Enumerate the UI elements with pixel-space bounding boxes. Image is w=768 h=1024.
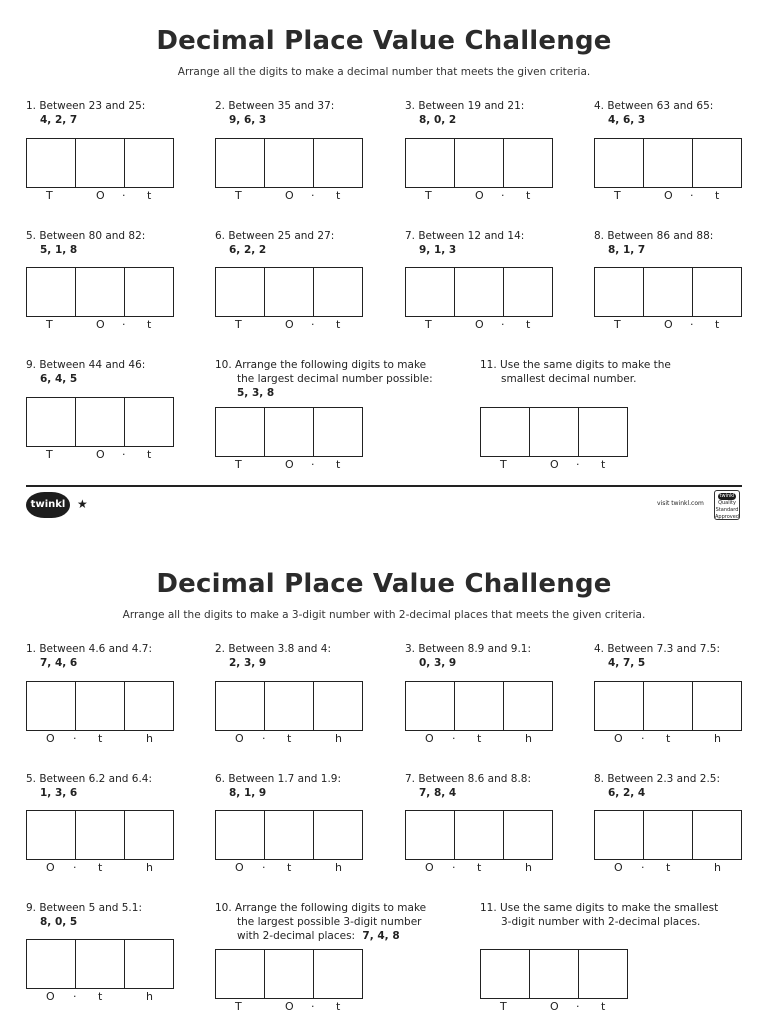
question-10 [215, 901, 426, 943]
question-7 [405, 229, 524, 257]
label-point: · [690, 189, 694, 202]
answer-box[interactable] [529, 407, 579, 457]
question-digits: 8, 1, 9 [229, 787, 267, 799]
answer-box[interactable] [215, 949, 265, 999]
answer-box[interactable] [594, 138, 644, 188]
answer-box[interactable] [313, 949, 363, 999]
label-point: · [452, 861, 456, 874]
question-4 [594, 642, 720, 670]
question-9 [26, 901, 142, 929]
label-tens: T [425, 189, 432, 202]
answer-box[interactable] [503, 810, 553, 860]
label-tenths: t [601, 458, 606, 471]
question-prompt: 10. Arrange the following digits to make [215, 359, 427, 371]
label-hundredths: h [714, 732, 721, 745]
label-tenths: t [715, 318, 720, 331]
answer-box[interactable] [454, 681, 504, 731]
quality-badge-icon [714, 490, 740, 520]
question-digits: 2, 3, 9 [229, 657, 267, 669]
label-tenths: t [147, 448, 152, 461]
answer-box[interactable] [215, 810, 265, 860]
answer-boxes[interactable] [26, 939, 173, 989]
question-prompt: 10. Arrange the following digits to make [215, 902, 427, 914]
answer-box[interactable] [215, 138, 265, 188]
question-digits: 7, 4, 6 [40, 657, 78, 669]
label-tenths: t [336, 189, 341, 202]
label-point: · [262, 732, 266, 745]
label-hundredths: h [146, 990, 153, 1003]
label-tenths: t [526, 318, 531, 331]
star-icon: ★ [77, 497, 88, 511]
label-ones: O [46, 732, 55, 745]
answer-box[interactable] [405, 138, 455, 188]
question-8 [594, 772, 720, 800]
answer-box[interactable] [313, 267, 363, 317]
label-point: · [122, 448, 126, 461]
label-tens: T [235, 1000, 242, 1013]
answer-boxes[interactable] [594, 267, 741, 317]
question-3 [405, 99, 524, 127]
label-tenths: t [98, 990, 103, 1003]
answer-box[interactable] [215, 407, 265, 457]
label-tens: T [235, 189, 242, 202]
label-ones: O [664, 318, 673, 331]
question-3 [405, 642, 531, 670]
label-hundredths: h [525, 861, 532, 874]
question-2 [215, 99, 334, 127]
label-ones: O [46, 861, 55, 874]
question-prompt: 4. Between 7.3 and 7.5: [594, 643, 720, 655]
question-6 [215, 772, 341, 800]
label-hundredths: h [146, 732, 153, 745]
label-point: · [501, 189, 505, 202]
label-tenths: t [715, 189, 720, 202]
answer-boxes[interactable] [26, 810, 173, 860]
label-ones: O [550, 458, 559, 471]
question-digits: 7, 4, 8 [362, 930, 400, 942]
question-digits: 5, 3, 8 [237, 387, 275, 399]
answer-box[interactable] [480, 949, 530, 999]
label-ones: O [614, 732, 623, 745]
footer-divider [26, 485, 742, 487]
question-prompt: the largest possible 3-digit number [237, 916, 422, 928]
question-2 [215, 642, 331, 670]
label-tenths: t [287, 732, 292, 745]
question-prompt: 6. Between 1.7 and 1.9: [215, 773, 341, 785]
label-tens: T [425, 318, 432, 331]
question-prompt: the largest decimal number possible: [237, 373, 433, 385]
label-tenths: t [526, 189, 531, 202]
label-ones: O [96, 448, 105, 461]
question-11 [480, 358, 671, 386]
label-ones: O [96, 318, 105, 331]
answer-boxes[interactable] [594, 810, 741, 860]
label-ones: O [96, 189, 105, 202]
answer-boxes[interactable] [215, 810, 362, 860]
label-point: · [122, 318, 126, 331]
answer-box[interactable] [75, 939, 125, 989]
worksheet-2 [0, 545, 768, 1024]
answer-box[interactable] [692, 810, 742, 860]
answer-box[interactable] [503, 681, 553, 731]
question-digits: 9, 6, 3 [229, 114, 267, 126]
label-point: · [311, 1000, 315, 1013]
footer-url: visit twinkl.com [657, 500, 704, 507]
answer-box[interactable] [26, 810, 76, 860]
answer-box[interactable] [75, 681, 125, 731]
label-point: · [73, 861, 77, 874]
question-digits: 4, 2, 7 [40, 114, 78, 126]
answer-box[interactable] [26, 267, 76, 317]
twinkl-logo: twinkl [26, 492, 70, 518]
answer-box[interactable] [124, 397, 174, 447]
answer-box[interactable] [75, 138, 125, 188]
answer-boxes[interactable] [215, 138, 362, 188]
question-prompt: 2. Between 35 and 37: [215, 100, 335, 112]
answer-box[interactable] [313, 681, 363, 731]
answer-box[interactable] [503, 267, 553, 317]
answer-box[interactable] [529, 949, 579, 999]
label-ones: O [664, 189, 673, 202]
answer-box[interactable] [124, 267, 174, 317]
label-tens: T [46, 189, 53, 202]
answer-box[interactable] [75, 397, 125, 447]
answer-box[interactable] [405, 267, 455, 317]
question-digits: 6, 4, 5 [40, 373, 78, 385]
label-ones: O [235, 732, 244, 745]
label-tenths: t [336, 458, 341, 471]
question-digits: 8, 0, 5 [40, 916, 78, 928]
label-ones: O [425, 861, 434, 874]
question-digits: 7, 8, 4 [419, 787, 457, 799]
answer-box[interactable] [26, 939, 76, 989]
question-prompt: smallest decimal number. [501, 373, 637, 385]
answer-boxes[interactable] [215, 681, 362, 731]
question-digits: 9, 1, 3 [419, 244, 457, 256]
answer-box[interactable] [454, 267, 504, 317]
question-digits: 6, 2, 2 [229, 244, 267, 256]
question-prompt: 9. Between 44 and 46: [26, 359, 146, 371]
label-tenths: t [477, 732, 482, 745]
label-point: · [641, 861, 645, 874]
answer-box[interactable] [594, 267, 644, 317]
question-digits: 4, 6, 3 [608, 114, 646, 126]
answer-boxes[interactable] [215, 949, 362, 999]
label-hundredths: h [146, 861, 153, 874]
question-prompt: 6. Between 25 and 27: [215, 230, 335, 242]
question-prompt: 3-digit number with 2-decimal places. [501, 916, 701, 928]
label-tenths: t [477, 861, 482, 874]
answer-box[interactable] [594, 681, 644, 731]
answer-boxes[interactable] [26, 681, 173, 731]
label-hundredths: h [335, 732, 342, 745]
answer-boxes[interactable] [26, 138, 173, 188]
answer-box[interactable] [578, 407, 628, 457]
answer-boxes[interactable] [594, 138, 741, 188]
answer-boxes[interactable] [405, 267, 552, 317]
label-tens: T [614, 189, 621, 202]
page-title: Decimal Place Value Challenge [156, 26, 612, 56]
question-digits: 5, 1, 8 [40, 244, 78, 256]
label-point: · [641, 732, 645, 745]
answer-box[interactable] [264, 267, 314, 317]
label-tenths: t [336, 318, 341, 331]
answer-boxes[interactable] [215, 267, 362, 317]
label-tenths: t [287, 861, 292, 874]
label-ones: O [285, 458, 294, 471]
answer-boxes[interactable] [405, 681, 552, 731]
question-1 [26, 99, 145, 127]
question-8 [594, 229, 713, 257]
answer-box[interactable] [405, 810, 455, 860]
label-hundredths: h [335, 861, 342, 874]
question-prompt: 7. Between 12 and 14: [405, 230, 525, 242]
question-prompt: 5. Between 6.2 and 6.4: [26, 773, 152, 785]
question-10 [215, 358, 433, 400]
label-point: · [452, 732, 456, 745]
answer-boxes[interactable] [26, 397, 173, 447]
question-digits: 0, 3, 9 [419, 657, 457, 669]
label-tenths: t [147, 318, 152, 331]
question-prompt: 11. Use the same digits to make the smallest [480, 902, 719, 914]
label-hundredths: h [525, 732, 532, 745]
answer-box[interactable] [480, 407, 530, 457]
label-point: · [690, 318, 694, 331]
answer-box[interactable] [313, 810, 363, 860]
question-digits: 6, 2, 4 [608, 787, 646, 799]
label-ones: O [235, 861, 244, 874]
label-tens: T [235, 458, 242, 471]
answer-box[interactable] [215, 267, 265, 317]
label-tenths: t [666, 861, 671, 874]
answer-box[interactable] [124, 681, 174, 731]
question-prompt: 1. Between 4.6 and 4.7: [26, 643, 152, 655]
label-point: · [73, 990, 77, 1003]
question-6 [215, 229, 334, 257]
label-point: · [262, 861, 266, 874]
question-prompt: 4. Between 63 and 65: [594, 100, 714, 112]
question-digits: 8, 0, 2 [419, 114, 457, 126]
answer-box[interactable] [405, 681, 455, 731]
question-prompt: 11. Use the same digits to make the [480, 359, 671, 371]
answer-box[interactable] [643, 681, 693, 731]
answer-box[interactable] [643, 138, 693, 188]
answer-box[interactable] [578, 949, 628, 999]
label-tens: T [46, 448, 53, 461]
answer-box[interactable] [26, 138, 76, 188]
question-prompt: 2. Between 3.8 and 4: [215, 643, 331, 655]
answer-box[interactable] [264, 138, 314, 188]
label-tenths: t [98, 861, 103, 874]
label-ones: O [475, 189, 484, 202]
label-ones: O [46, 990, 55, 1003]
question-5 [26, 772, 152, 800]
label-tens: T [614, 318, 621, 331]
label-tens: T [235, 318, 242, 331]
label-tens: T [500, 458, 507, 471]
answer-boxes[interactable] [594, 681, 741, 731]
answer-boxes[interactable] [405, 810, 552, 860]
answer-boxes[interactable] [480, 949, 627, 999]
label-tenths: t [666, 732, 671, 745]
answer-boxes[interactable] [480, 407, 627, 457]
question-prompt: with 2-decimal places: [237, 930, 356, 942]
answer-box[interactable] [124, 810, 174, 860]
label-point: · [501, 318, 505, 331]
answer-box[interactable] [124, 939, 174, 989]
answer-box[interactable] [124, 138, 174, 188]
label-point: · [576, 1000, 580, 1013]
answer-boxes[interactable] [26, 267, 173, 317]
badge-text: Quality Standard Approved [715, 500, 739, 520]
label-ones: O [425, 732, 434, 745]
question-prompt: 3. Between 19 and 21: [405, 100, 525, 112]
answer-box[interactable] [264, 810, 314, 860]
label-tens: T [46, 318, 53, 331]
label-point: · [576, 458, 580, 471]
answer-boxes[interactable] [405, 138, 552, 188]
label-point: · [122, 189, 126, 202]
label-point: · [311, 318, 315, 331]
answer-box[interactable] [692, 681, 742, 731]
answer-box[interactable] [75, 267, 125, 317]
badge-logo: twinkl [719, 493, 735, 499]
label-ones: O [285, 318, 294, 331]
answer-box[interactable] [264, 681, 314, 731]
label-ones: O [475, 318, 484, 331]
answer-box[interactable] [313, 138, 363, 188]
answer-box[interactable] [26, 397, 76, 447]
label-point: · [311, 458, 315, 471]
answer-box[interactable] [692, 267, 742, 317]
answer-box[interactable] [643, 267, 693, 317]
answer-box[interactable] [26, 681, 76, 731]
question-7 [405, 772, 531, 800]
question-prompt: 8. Between 2.3 and 2.5: [594, 773, 720, 785]
label-tenths: t [601, 1000, 606, 1013]
question-9 [26, 358, 145, 386]
label-point: · [73, 732, 77, 745]
label-tenths: t [98, 732, 103, 745]
question-digits: 4, 7, 5 [608, 657, 646, 669]
instructions: Arrange all the digits to make a decimal number that meets the given criteria. [177, 66, 591, 78]
answer-box[interactable] [594, 810, 644, 860]
label-ones: O [550, 1000, 559, 1013]
answer-box[interactable] [503, 138, 553, 188]
label-point: · [311, 189, 315, 202]
question-prompt: 8. Between 86 and 88: [594, 230, 714, 242]
question-11 [480, 901, 718, 929]
question-prompt: 9. Between 5 and 5.1: [26, 902, 142, 914]
answer-box[interactable] [454, 810, 504, 860]
answer-boxes[interactable] [215, 407, 362, 457]
answer-box[interactable] [75, 810, 125, 860]
label-ones: O [285, 189, 294, 202]
answer-box[interactable] [264, 949, 314, 999]
label-tenths: t [336, 1000, 341, 1013]
question-prompt: 1. Between 23 and 25: [26, 100, 146, 112]
question-4 [594, 99, 713, 127]
answer-box[interactable] [313, 407, 363, 457]
question-digits: 1, 3, 6 [40, 787, 78, 799]
question-prompt: 5. Between 80 and 82: [26, 230, 146, 242]
instructions: Arrange all the digits to make a 3-digit number with 2-decimal places that meets the given criteria. [122, 609, 646, 621]
label-tens: T [500, 1000, 507, 1013]
question-prompt: 3. Between 8.9 and 9.1: [405, 643, 531, 655]
answer-box[interactable] [643, 810, 693, 860]
label-hundredths: h [714, 861, 721, 874]
label-ones: O [285, 1000, 294, 1013]
question-prompt: 7. Between 8.6 and 8.8: [405, 773, 531, 785]
label-ones: O [614, 861, 623, 874]
question-5 [26, 229, 145, 257]
label-tenths: t [147, 189, 152, 202]
answer-box[interactable] [215, 681, 265, 731]
answer-box[interactable] [264, 407, 314, 457]
answer-box[interactable] [454, 138, 504, 188]
question-1 [26, 642, 152, 670]
answer-box[interactable] [692, 138, 742, 188]
question-digits: 8, 1, 7 [608, 244, 646, 256]
page-title: Decimal Place Value Challenge [156, 569, 612, 599]
